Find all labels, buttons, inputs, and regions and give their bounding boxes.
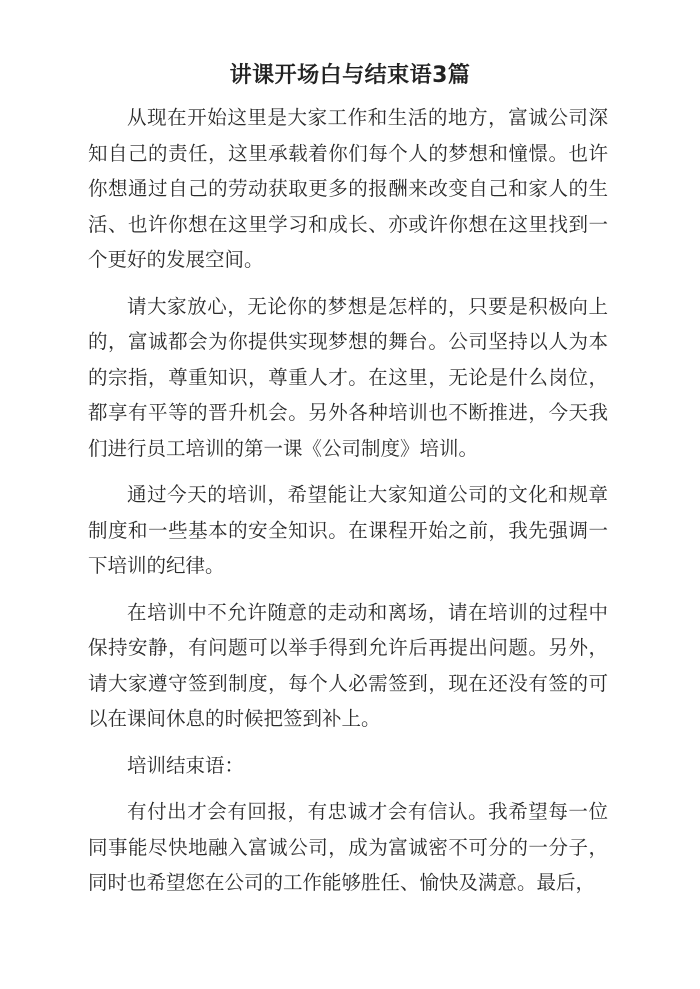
paragraph-closing: 有付出才会有回报，有忠诚才会有信认。我希望每一位同事能尽快地融入富诚公司，成为富诚密不可分的一分子，同时也希望您在公司的工作能够胜任、愉快及满意。最后，	[88, 800, 608, 894]
document-title: 讲课开场白与结束语3篇	[229, 63, 471, 88]
paragraph-training-purpose: 通过今天的培训，希望能让大家知道公司的文化和规章制度和一些基本的安全知识。在课程开始之前，我先强调一下培训的纪律。	[88, 483, 608, 577]
paragraph-discipline: 在培训中不允许随意的走动和离场，请在培训的过程中保持安静，有问题可以举手得到允许后再提出问题。另外，请大家遵守签到制度，每个人必需签到，现在还没有签的可以在课间休息的时候把签到补上。	[88, 600, 608, 730]
paragraph-intro: 从现在开始这里是大家工作和生活的地方，富诚公司深知自己的责任，这里承载着你们每个人的梦想和憧憬。也许你想通过自己的劳动获取更多的报酬来改变自己和家人的生活、也许你想在这里学习和成长、亦或许你想在这里找到一个更好的发展空间。	[88, 106, 608, 271]
paragraph-closing-heading: 培训结束语：	[127, 753, 245, 777]
document-body	[88, 100, 608, 912]
paragraph-dreams: 请大家放心，无论你的梦想是怎样的，只要是积极向上的，富诚都会为你提供实现梦想的舞台。公司坚持以人为本的宗指，尊重知识，尊重人才。在这里，无论是什么岗位，都享有平等的晋升机会。另外各种培训也不断推进，今天我们进行员工培训的第一课《公司制度》培训。	[88, 294, 608, 460]
